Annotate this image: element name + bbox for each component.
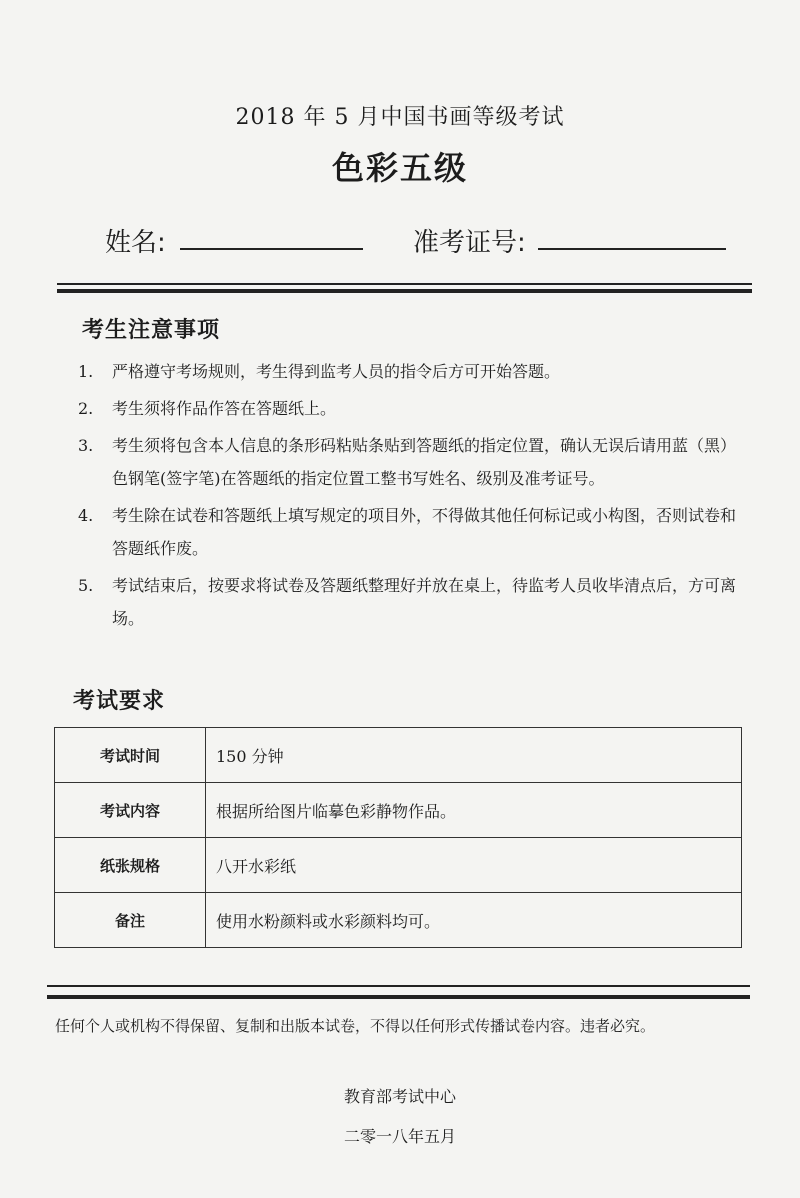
issue-date: 二零一八年五月 [343,1127,456,1146]
top-divider-thin [57,283,752,285]
note-item [78,355,748,388]
table-row [55,728,742,783]
name-label: 姓名: [105,228,166,258]
exam-title: 2018 年 5 月中国书画等级考试 [235,105,565,130]
note-text: 考生除在试卷和答题纸上填写规定的项目外，不得做其他任何标记或小构图，否则试卷和答题纸作废。 [112,506,737,558]
row-label: 考试时间 [55,728,206,783]
candidate-info-row [105,220,730,260]
row-value: 八开水彩纸 [206,838,742,893]
note-number: 2. [78,399,94,418]
table-row [55,893,742,948]
exam-id-label: 准考证号: [413,228,526,258]
row-label: 考试内容 [55,783,206,838]
note-number: 5. [78,576,94,595]
note-text: 考试结束后，按要求将试卷及答题纸整理好并放在桌上，待监考人员收毕清点后，方可离场。 [112,576,737,628]
notes-heading: 考生注意事项 [82,318,221,343]
note-number: 4. [78,506,94,525]
note-number: 1. [78,362,94,381]
table-row [55,783,742,838]
row-value: 根据所给图片临摹色彩静物作品。 [206,783,742,838]
exam-id-blank-line [538,248,726,250]
requirements-table [54,727,742,948]
note-item [78,569,748,635]
table-row [55,838,742,893]
row-label: 纸张规格 [55,838,206,893]
row-value: 150 分钟 [206,728,742,783]
bottom-divider-thick [47,995,750,999]
issuer-name: 教育部考试中心 [343,1087,456,1106]
requirements-heading: 考试要求 [73,689,166,714]
name-blank-line [180,248,363,250]
note-item [78,392,748,425]
copyright-warning: 任何个人或机构不得保留、复制和出版本试卷，不得以任何形式传播试卷内容。违者必究。 [55,1017,656,1035]
note-item [78,429,748,495]
top-divider-thick [57,289,752,293]
row-value: 使用水粉颜料或水彩颜料均可。 [206,893,742,948]
row-label: 备注 [55,893,206,948]
note-text: 严格遵守考场规则，考生得到监考人员的指令后方可开始答题。 [112,362,561,381]
bottom-divider-thin [47,985,750,987]
subject-title: 色彩五级 [331,149,468,187]
notes-list [78,355,748,639]
note-number: 3. [78,436,94,455]
note-text: 考生须将作品作答在答题纸上。 [112,399,337,418]
note-text: 考生须将包含本人信息的条形码粘贴条贴到答题纸的指定位置，确认无误后请用蓝（黑）色钢笔(签字笔)在答题纸的指定位置工整书写姓名、级别及准考证号。 [112,436,737,488]
note-item [78,499,748,565]
